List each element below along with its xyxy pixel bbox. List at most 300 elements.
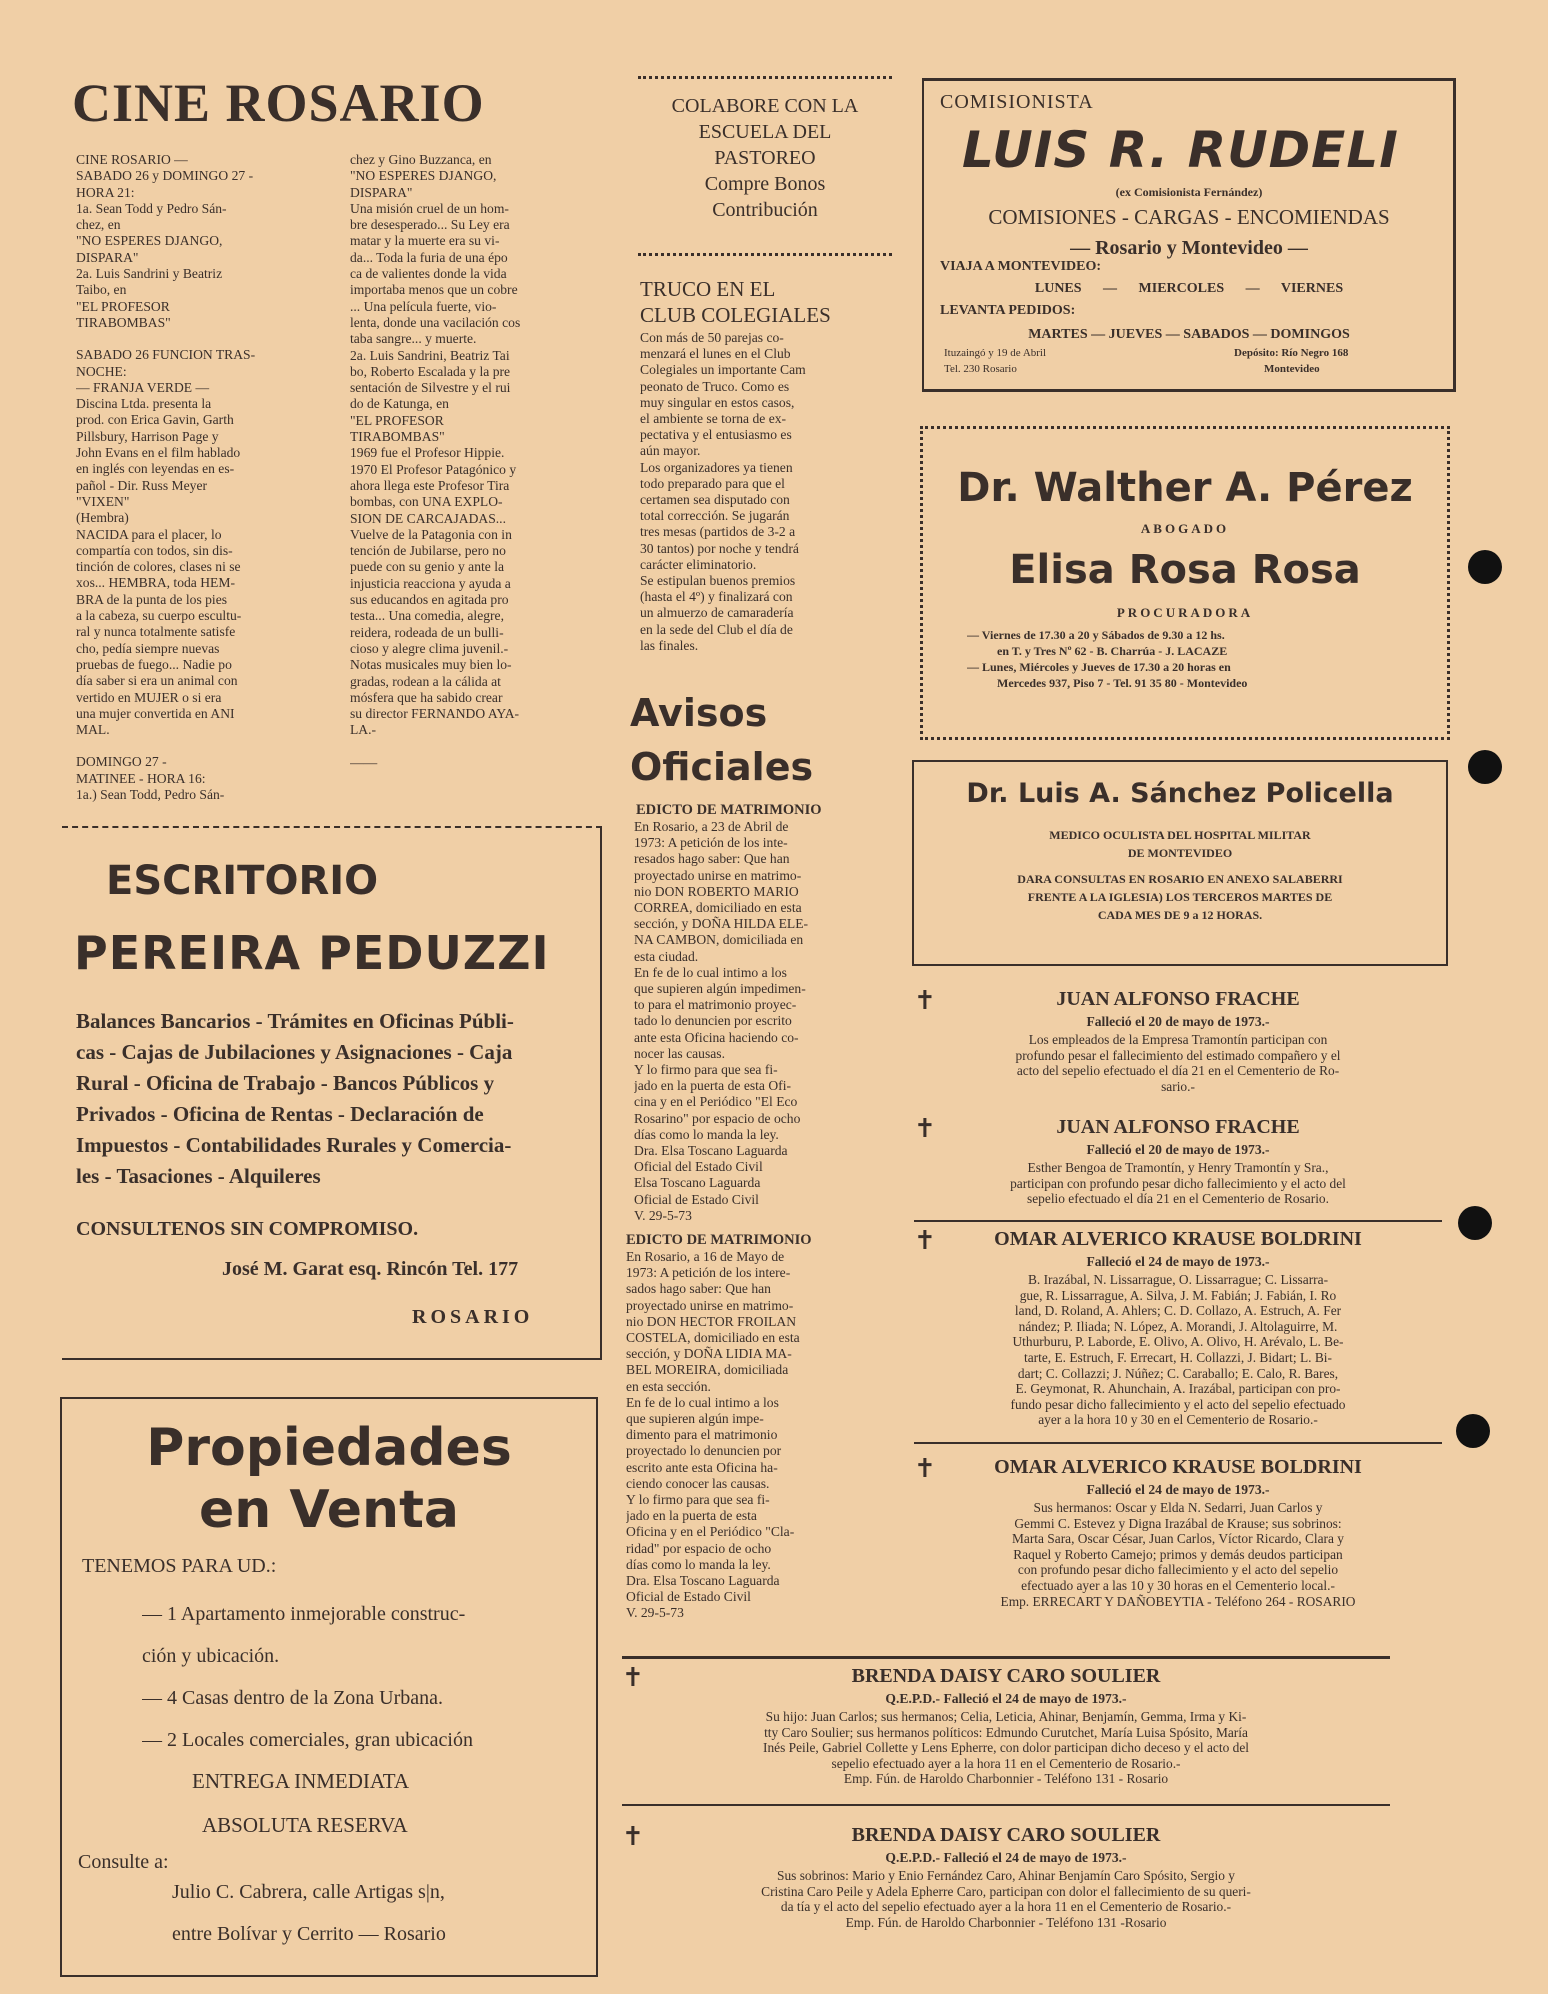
edicto-line: sados hago saber: Que han — [626, 1281, 771, 1297]
edicto-line: ante esta Oficina haciendo co- — [634, 1029, 799, 1045]
obituary-line: sepelio efectuado el día 21 en el Cementerio de Rosario. — [1027, 1191, 1329, 1207]
cine-line: mósfera que ha sabido crear — [350, 689, 503, 705]
truco-line: peonato de Truco. Como es — [640, 378, 790, 394]
cine-line: matar y la muerte era su vi- — [350, 233, 500, 249]
obituary-6 — [622, 1818, 1390, 1958]
colabore-box — [638, 76, 892, 256]
edicto-line: V. 29-5-73 — [626, 1605, 684, 1621]
cine-line — [350, 739, 612, 755]
edicto-line: jado en la puerta de esta — [626, 1508, 757, 1524]
edicto-line: Dra. Elsa Toscano Laguarda — [634, 1143, 788, 1159]
edicto-line: nio DON ROBERTO MARIO — [634, 883, 799, 899]
sanchez-line-3: DARA CONSULTAS EN ROSARIO EN ANEXO SALABERRI — [1017, 872, 1343, 886]
cine-line: "VIXEN" — [76, 493, 130, 509]
propiedades-items — [142, 1593, 592, 1761]
perez-name: Dr. Walther A. Pérez — [957, 465, 1413, 511]
obituary-4 — [914, 1450, 1442, 1630]
edicto-line: Oficial del Estado Civil — [634, 1159, 763, 1175]
cine-line: ... Una película fuerte, vio- — [350, 298, 497, 314]
cine-line: a la cabeza, su cuerpo escultu- — [76, 608, 242, 624]
cine-col1 — [76, 152, 326, 802]
cine-line: da... Toda la furia de una épo — [350, 249, 508, 265]
cine-line: importaba menos que un cobre — [350, 282, 518, 298]
obituary-line: sepelio efectuado ayer a la hora 11 en el Cementerio de Rosario.- — [831, 1755, 1181, 1771]
colabore-line: Compre Bonos — [704, 173, 826, 195]
propiedades-title-line2: en Venta — [198, 1480, 460, 1540]
truco-line: el ambiente se torna de ex- — [640, 411, 787, 427]
edicto-line: Y lo firmo para que sea fi- — [634, 1062, 778, 1078]
obituary-line: Su hijo: Juan Carlos; sus hermanos; Celia, Leticia, Ahinar, Benjamín, Gemma, Irma y Ki- — [765, 1709, 1247, 1724]
truco-line: un almuerzo de camaradería — [640, 605, 794, 621]
colabore-line: COLABORE CON LA — [671, 95, 859, 117]
obituary-name: OMAR ALVERICO KRAUSE BOLDRINI — [994, 1228, 1362, 1250]
rudeli-name: LUIS R. RUDELI — [962, 121, 1399, 179]
edicto-line: días como lo manda la ley. — [634, 1126, 779, 1142]
cine-line: una mujer convertida en ANI — [76, 705, 235, 721]
edicto-line: Elsa Toscano Laguarda — [634, 1175, 761, 1191]
propiedades-consulte: Consulte a: — [78, 1851, 169, 1873]
colabore-text — [638, 93, 892, 223]
cine-line: MAL. — [76, 722, 110, 738]
cross-icon: ✝ — [622, 1663, 644, 1692]
edicto-line: proyectado unirse en matrimo- — [634, 867, 802, 883]
edicto-line: BEL MOREIRA, domiciliada — [626, 1362, 789, 1378]
edicto-line: Dra. Elsa Toscano Laguarda — [626, 1573, 780, 1589]
cine-line: prod. con Erica Gavin, Garth — [76, 412, 234, 428]
obituary-line: tty Caro Soulier; sus hermanos políticos: Edmundo Curutchet, María Luisa Spósito, María — [764, 1724, 1248, 1740]
obituary-line: Sus sobrinos: Mario y Enio Fernández Caro, Ahinar Benjamín Caro Spósito, Sergio y — [777, 1868, 1235, 1883]
perez-role: ABOGADO — [1140, 521, 1230, 536]
rudeli-addr-right-2: Montevideo — [1264, 363, 1320, 375]
edicto-line: En Rosario, a 23 de Abril de — [634, 819, 789, 834]
propiedades-contact1: Julio C. Cabrera, calle Artigas s|n, — [172, 1881, 445, 1903]
rudeli-levanta: LEVANTA PEDIDOS: — [940, 303, 1076, 318]
escritorio-ad — [62, 826, 602, 1360]
cine-line: su director FERNANDO AYA- — [350, 706, 520, 722]
edicto-line: Oficina y en el Periódico "Cla- — [626, 1524, 795, 1540]
escritorio-service-line: Impuestos - Contabilidades Rurales y Comercia- — [76, 1133, 512, 1157]
cine-line: día saber si era un animal con — [76, 673, 238, 689]
obituary-date: Falleció el 24 de mayo de 1973.- — [1086, 1254, 1270, 1269]
cine-line: NACIDA para el placer, lo — [76, 526, 222, 542]
edicto-line: sección, y DOÑA LIDIA MA- — [626, 1346, 792, 1362]
obituary-date: Falleció el 20 de mayo de 1973.- — [1086, 1142, 1270, 1157]
obituary-line: Esther Bengoa de Tramontín, y Henry Tramontín y Sra., — [1027, 1160, 1329, 1175]
obituary-body — [914, 1032, 1442, 1094]
propiedades-item: ción y ubicación. — [142, 1645, 280, 1667]
obituary-date: Q.E.P.D.- Falleció el 24 de mayo de 1973.- — [885, 1850, 1127, 1865]
edicto-line: Rosarino" por espacio de ocho — [634, 1110, 801, 1126]
cine-line: tención de Jubilarse, pero no — [350, 543, 506, 559]
obituary-line: B. Irazábal, N. Lissarrague, O. Lissarrague; C. Lissarra- — [1027, 1272, 1329, 1287]
cine-line: cioso y alegre clima juvenil.- — [350, 640, 509, 656]
cine-line: ahora llega este Profesor Tira — [350, 477, 510, 493]
cine-line: — FRANJA VERDE — — [76, 379, 210, 395]
truco-body — [640, 330, 900, 654]
edicto-line: resados hago saber: Que han — [634, 851, 790, 867]
edicto-line: CORREA, domiciliado en esta — [634, 900, 802, 916]
escritorio-consult: CONSULTENOS SIN COMPROMISO. — [76, 1218, 419, 1240]
cine-line: BRA de la punta de los pies — [76, 591, 228, 607]
cine-line: 1970 El Profesor Patagónico y — [350, 461, 517, 477]
edicto-line: proyectado lo denuncien por — [626, 1443, 782, 1459]
escritorio-service-line: Rural - Oficina de Trabajo - Bancos Públicos y — [76, 1071, 495, 1095]
cine-title-text: CINE ROSARIO — [72, 73, 485, 133]
obituary-line: Marta Sara, Oscar César, Juan Carlos, Víctor Ricardo, Clara y — [1011, 1531, 1345, 1547]
cine-line: LA.- — [350, 722, 377, 738]
colabore-line: PASTOREO — [714, 147, 816, 169]
cine-line: "NO ESPERES DJANGO, — [76, 233, 223, 249]
obituary-name: BRENDA DAISY CARO SOULIER — [851, 1665, 1161, 1687]
obituary-name: BRENDA DAISY CARO SOULIER — [851, 1824, 1161, 1846]
truco-line: (hasta el 4º) y finalizará con — [640, 589, 793, 605]
edicto-2-body — [626, 1249, 888, 1622]
obituary-body — [914, 1500, 1442, 1609]
edicto-line: que supieren algún impedimen- — [634, 981, 806, 997]
obituary-line: gue, R. Lissarrague, A. Silva, J. M. Fabián; J. Fabián, I. Ro — [1019, 1287, 1337, 1303]
cine-line: injusticia reacciona y ayuda a — [350, 575, 511, 591]
propiedades-item: — 1 Apartamento inmejorable construc- — [142, 1603, 466, 1625]
escritorio-service-line: Balances Bancarios - Trámites en Oficinas Públi- — [76, 1009, 514, 1033]
cine-line: DISPARA" — [350, 184, 413, 200]
edicto-line: cina y en el Periódico "El Eco — [634, 1094, 798, 1110]
edicto-line: sección, y DOÑA HILDA ELE- — [634, 916, 809, 932]
edicto-line: escrito ante esta Oficina ha- — [626, 1459, 778, 1475]
rudeli-addr-right-1: Depósito: Río Negro 168 — [1234, 347, 1349, 359]
obituary-date: Falleció el 24 de mayo de 1973.- — [1086, 1482, 1270, 1497]
obituary-line: Uthurburu, P. Laborde, E. Olivo, A. Olivo, H. Arévalo, L. Be- — [1012, 1334, 1344, 1350]
perez-hours-1: — Viernes de 17.30 a 20 y Sábados de 9.30 a 12 hs. — [967, 628, 1225, 642]
truco-article — [640, 276, 900, 656]
cine-line: vertido en MUJER o si era — [76, 689, 222, 705]
truco-line: Los organizadores ya tienen — [640, 459, 793, 475]
edicto-line: NA CAMBON, domiciliada en — [634, 932, 804, 948]
cine-line: en inglés con leyendas en es- — [76, 461, 235, 477]
truco-title — [640, 276, 900, 328]
truco-line: aún mayor. — [640, 443, 701, 459]
cine-line: do de Katunga, en — [350, 396, 449, 412]
edicto-line: que supieren algún impe- — [626, 1411, 764, 1427]
edicto-1-title: EDICTO DE MATRIMONIO — [636, 802, 822, 818]
obituary-body — [622, 1709, 1390, 1787]
cine-line — [76, 331, 326, 347]
sanchez-line-4: FRENTE A LA IGLESIA) LOS TERCEROS MARTES DE — [1027, 890, 1333, 904]
obituary-line: acto del sepelio efectuado el día 21 en el Cementerio de Ro- — [1016, 1063, 1340, 1079]
edicto-line: En fe de lo cual intimo a los — [626, 1394, 779, 1410]
obituary-body — [622, 1868, 1390, 1930]
obituary-line: Gemmi C. Estevez y Digna Irazábal de Krause; sus sobrinos: — [1014, 1515, 1342, 1531]
obituary-2 — [914, 1110, 1442, 1222]
edicto-2 — [626, 1232, 888, 1636]
cine-line: TIRABOMBAS" — [350, 429, 445, 445]
obituary-body — [914, 1272, 1442, 1428]
edicto-line: to para el matrimonio proyec- — [634, 997, 797, 1013]
truco-line: muy singular en estos casos, — [640, 394, 795, 410]
obituary-1 — [914, 982, 1442, 1104]
truco-line: Colegiales un importante Cam — [640, 362, 806, 378]
cine-line: sus educandos en agitada pro — [350, 592, 509, 608]
edicto-line: días como lo manda la ley. — [626, 1556, 771, 1572]
obituary-line: Emp. ERRECART Y DAÑOBEYTIA - Teléfono 264 - ROSARIO — [1000, 1593, 1356, 1609]
perez-ad — [920, 426, 1450, 740]
edicto-line: tado lo denuncien por escrito — [634, 1013, 792, 1029]
edicto-line: jado en la puerta de esta Ofi- — [634, 1078, 792, 1094]
edicto-line: Oficial de Estado Civil — [634, 1191, 759, 1207]
propiedades-title-line1: Propiedades — [146, 1418, 512, 1478]
cine-line: DISPARA" — [76, 249, 139, 265]
truco-line: todo preparado para que el — [640, 475, 785, 491]
obituary-line: Sus hermanos: Oscar y Elda N. Sedarri, Juan Carlos y — [1033, 1500, 1323, 1515]
cine-line: bre desesperado... Su Ley era — [350, 217, 510, 233]
rudeli-addr-left-1: Ituzaingó y 19 de Abril — [944, 347, 1047, 359]
cine-line: DOMINGO 27 - — [76, 754, 167, 770]
edicto-line: esta ciudad. — [634, 948, 699, 964]
perez-name2: Elisa Rosa Rosa — [1009, 547, 1361, 593]
truco-line: pectativa y el entusiasmo es — [640, 427, 792, 443]
obituary-date: Q.E.P.D.- Falleció el 24 de mayo de 1973.- — [885, 1691, 1127, 1706]
escritorio-services — [76, 1006, 596, 1192]
cross-icon: ✝ — [914, 1114, 936, 1143]
perez-hours-4: Mercedes 937, Piso 7 - Tel. 91 35 80 - Montevideo — [997, 676, 1248, 690]
edicto-line: En fe de lo cual intimo a los — [634, 964, 787, 980]
cine-line: —— — [350, 754, 378, 770]
edicto-line: Oficial de Estado Civil — [626, 1589, 751, 1605]
obituary-line: ayer a la hora 10 y 30 en el Cementerio de Rosario.- — [1038, 1412, 1318, 1428]
cine-line: pañol - Dir. Russ Meyer — [76, 477, 208, 493]
binder-hole — [1458, 1206, 1492, 1240]
obituary-line: efectuado ayer a las 10 y 30 horas en el Cementerio local.- — [1021, 1577, 1335, 1593]
cine-line: taba sangre... y muerte. — [350, 331, 477, 347]
cine-line: NOCHE: — [76, 363, 127, 379]
rudeli-addr-left — [944, 345, 1046, 377]
sanchez-line-5: CADA MES DE 9 a 12 HORAS. — [1097, 908, 1263, 922]
cine-line: 2a. Luis Sandrini, Beatriz Tai — [350, 347, 510, 363]
escritorio-service-line: Privados - Oficina de Rentas - Declaración de — [76, 1102, 484, 1126]
obituary-line: E. Geymonat, R. Ahunchain, A. Irazábal, participan con pro- — [1015, 1381, 1341, 1397]
obituary-3 — [914, 1222, 1442, 1444]
truco-line: las finales. — [640, 637, 699, 653]
escritorio-service-line: cas - Cajas de Jubilaciones y Asignaciones - Caja — [76, 1040, 513, 1064]
truco-line: Se estipulan buenos premios — [640, 573, 796, 589]
edicto-2-title: EDICTO DE MATRIMONIO — [626, 1232, 812, 1248]
rudeli-ex: (ex Comisionista Fernández) — [1115, 185, 1263, 199]
obituary-5 — [622, 1656, 1390, 1806]
cine-line: 2a. Luis Sandrini y Beatriz — [76, 266, 223, 282]
cine-line: Vuelve de la Patagonia con in — [350, 526, 512, 542]
obituary-line: Emp. Fún. de Haroldo Charbonnier - Teléfono 131 - Rosario — [843, 1771, 1169, 1787]
cine-line: John Evans en el film hablado — [76, 445, 241, 461]
obituary-line: nández; P. Iliada; N. López, A. Morandi, J. Altolaguirre, M. — [1018, 1318, 1338, 1334]
cine-line: Taibo, en — [76, 282, 127, 298]
obituary-line: participan con profundo pesar dicho fallecimiento y el acto del — [1010, 1175, 1346, 1191]
obituary-line: sario.- — [1161, 1078, 1195, 1094]
cine-line: puede con su genio y ante la — [350, 559, 505, 575]
obituary-line: land, D. Roland, A. Ahlers; C. D. Collazo, A. Estruch, A. Fer — [1014, 1303, 1342, 1319]
edicto-line: COSTELA, domiciliado en esta — [626, 1330, 800, 1346]
cine-line: (Hembra) — [76, 510, 129, 526]
cine-line: compartía con todos, sin dis- — [76, 542, 233, 558]
perez-hours-2: en T. y Tres Nº 62 - B. Charrúa - J. LACAZE — [997, 644, 1228, 658]
obituary-name: JUAN ALFONSO FRACHE — [1056, 988, 1300, 1010]
obituary-line: Los empleados de la Empresa Tramontín participan con — [1028, 1032, 1328, 1047]
cine-line: SABADO 26 y DOMINGO 27 - — [76, 168, 254, 184]
rudeli-services: COMISIONES - CARGAS - ENCOMIENDAS — [988, 205, 1390, 229]
escritorio-label: ESCRITORIO — [106, 858, 379, 904]
colabore-line: Contribución — [712, 199, 818, 221]
cine-line: pruebas de fuego... Nadie po — [76, 656, 232, 672]
sanchez-line-2: DE MONTEVIDEO — [1127, 846, 1233, 860]
sanchez-line-1: MEDICO OCULISTA DEL HOSPITAL MILITAR — [1049, 828, 1311, 842]
colabore-line: ESCUELA DEL — [698, 121, 832, 143]
cine-line: Discina Ltda. presenta la — [76, 396, 212, 412]
obituary-line: Inés Peile, Gabriel Collette y Lens Epherre, con dolor participan dicho deceso y el acto del — [763, 1740, 1249, 1756]
obituary-line: Raquel y Roberto Camejo; primos y demás deudos participan — [1013, 1546, 1343, 1562]
cross-icon: ✝ — [622, 1822, 644, 1851]
cine-line: Una misión cruel de un hom- — [350, 200, 509, 216]
sanchez-info — [914, 826, 1446, 924]
cine-line: Notas musicales muy bien lo- — [350, 657, 512, 673]
rudeli-viaja: VIAJA A MONTEVIDEO: — [940, 259, 1102, 274]
cine-title — [72, 72, 612, 134]
truco-line: menzará el lunes en el Club — [640, 346, 791, 362]
cine-line: sentación de Silvestre y el rui — [350, 380, 511, 396]
propiedades-contact2: entre Bolívar y Cerrito — Rosario — [172, 1923, 446, 1945]
obituary-line: Emp. Fún. de Haroldo Charbonnier - Teléfono 131 -Rosario — [845, 1914, 1167, 1930]
truco-line: total corrección. Se jugarán — [640, 508, 790, 524]
cine-line: cho, pedía siempre nuevas — [76, 640, 220, 656]
avisos-title-line1: Avisos — [630, 691, 768, 735]
cross-icon: ✝ — [914, 986, 936, 1015]
edicto-line: ciendo conocer las causas. — [626, 1475, 770, 1491]
escritorio-service-line: les - Tasaciones - Alquileres — [76, 1164, 321, 1188]
cine-line: bombas, con UNA EXPLO- — [350, 494, 503, 510]
obituary-line: profundo pesar el fallecimiento del estimado compañero y el — [1015, 1047, 1341, 1063]
cine-line: MATINEE - HORA 16: — [76, 770, 206, 786]
truco-line: tres mesas (partidos de 3-2 a — [640, 524, 796, 540]
truco-title-line1: TRUCO EN EL — [640, 277, 776, 301]
cine-line: SABADO 26 FUNCION TRAS- — [76, 347, 256, 363]
cine-line: CINE ROSARIO — — [76, 152, 188, 167]
truco-title-line2: CLUB COLEGIALES — [640, 303, 831, 327]
cine-line: ral y nunca totalmente satisfe — [76, 624, 236, 640]
truco-line: Con más de 50 parejas co- — [640, 330, 784, 345]
propiedades-subtitle: TENEMOS PARA UD.: — [82, 1555, 277, 1577]
edicto-line: proyectado unirse en matrimo- — [626, 1297, 794, 1313]
sanchez-name: Dr. Luis A. Sánchez Policella — [966, 778, 1394, 809]
cine-line: TIRABOMBAS" — [76, 314, 171, 330]
cine-line: SION DE CARCAJADAS... — [350, 510, 506, 526]
binder-hole — [1456, 1414, 1490, 1448]
perez-hours — [967, 627, 1437, 691]
edicto-line: nocer las causas. — [634, 1045, 725, 1061]
rudeli-ad — [922, 78, 1456, 392]
avisos-title-line2: Oficiales — [630, 745, 814, 789]
cine-line: Pillsbury, Harrison Page y — [76, 428, 219, 444]
avisos-title — [630, 686, 890, 794]
cine-line: tinción de colores, clases ni se — [76, 559, 241, 575]
obituary-name: JUAN ALFONSO FRACHE — [1056, 1116, 1300, 1138]
rudeli-viaja-days: LUNES — MIERCOLES — VIERNES — [1034, 281, 1344, 296]
truco-line: 30 tantos) por noche y tendrá — [640, 540, 799, 556]
propiedades-ad — [60, 1397, 598, 1977]
binder-hole — [1468, 550, 1502, 584]
sanchez-ad — [912, 760, 1448, 966]
perez-role2: PROCURADORA — [1116, 605, 1254, 620]
perez-hours-3: — Lunes, Miércoles y Jueves de 17.30 a 20 horas en — [967, 660, 1231, 674]
cine-line: xos... HEMBRA, toda HEM- — [76, 575, 235, 591]
obituary-line: Cristina Caro Peile y Adela Epherre Caro, participan con dolor el fallecimiento de su queri- — [761, 1883, 1251, 1899]
cine-line: reidera, rodeada de un bulli- — [350, 624, 504, 640]
cine-col2 — [350, 152, 612, 792]
obituary-line: dart; C. Collazzi; J. Núñez; C. Caraballo; E. Calo, R. Bares, — [1017, 1365, 1339, 1381]
cine-line: "EL PROFESOR — [350, 412, 444, 428]
edicto-line: 1973: A petición de los intere- — [626, 1265, 791, 1281]
binder-hole — [1468, 750, 1502, 784]
cine-line: "EL PROFESOR — [76, 298, 170, 314]
propiedades-title — [62, 1417, 596, 1541]
escritorio-city: ROSARIO — [412, 1306, 534, 1328]
obituary-line: tarte, E. Estruch, F. Errecart, H. Collazzi, J. Bidart; L. Bi- — [1024, 1349, 1332, 1365]
edicto-line: En Rosario, a 16 de Mayo de — [626, 1249, 785, 1264]
propiedades-entrega: ENTREGA INMEDIATA — [192, 1769, 410, 1793]
edicto-line: ridad" por espacio de ocho — [626, 1540, 772, 1556]
cine-line: bo, Roberto Escalada y la pre — [350, 363, 511, 379]
cine-line: lenta, donde una vacilación cos — [350, 314, 521, 330]
cine-line: 1a.) Sean Todd, Pedro Sán- — [76, 786, 225, 802]
edicto-1 — [634, 802, 886, 1232]
edicto-1-body — [634, 819, 886, 1224]
cine-line: chez y Gino Buzzanca, en — [350, 152, 492, 167]
truco-line: carácter eliminatorio. — [640, 556, 757, 572]
rudeli-route: — Rosario y Montevideo — — [1070, 237, 1308, 259]
cine-line: chez, en — [76, 217, 121, 233]
obituary-line: con profundo pesar dicho fallecimiento y el acto del sepelio — [1017, 1562, 1339, 1578]
cine-line: "NO ESPERES DJANGO, — [350, 168, 497, 184]
edicto-line: 1973: A petición de los inte- — [634, 835, 788, 851]
escritorio-address: José M. Garat esq. Rincón Tel. 177 — [222, 1258, 519, 1280]
edicto-line: nio DON HECTOR FROILAN — [626, 1313, 797, 1329]
obituary-body — [914, 1160, 1442, 1207]
edicto-line: Y lo firmo para que sea fi- — [626, 1492, 770, 1508]
cine-line: 1a. Sean Todd y Pedro Sán- — [76, 200, 227, 216]
rudeli-addr-left-2: Tel. 230 Rosario — [944, 363, 1017, 375]
escritorio-name: PEREIRA PEDUZZI — [74, 926, 550, 980]
rudeli-levanta-days: MARTES — JUEVES — SABADOS — DOMINGOS — [1028, 327, 1350, 342]
truco-line: en la sede del Club el día de — [640, 621, 793, 637]
obituary-date: Falleció el 20 de mayo de 1973.- — [1086, 1014, 1270, 1029]
cine-line: testa... Una comedia, alegre, — [350, 608, 504, 624]
cine-line: HORA 21: — [76, 184, 135, 200]
cross-icon: ✝ — [914, 1226, 936, 1255]
cross-icon: ✝ — [914, 1454, 936, 1483]
edicto-line: dimento para el matrimonio — [626, 1427, 778, 1443]
propiedades-item: — 2 Locales comerciales, gran ubicación — [142, 1729, 473, 1751]
propiedades-item: — 4 Casas dentro de la Zona Urbana. — [142, 1687, 444, 1709]
cine-line — [76, 738, 326, 754]
rudeli-label: COMISIONISTA — [940, 91, 1094, 113]
edicto-line: en esta sección. — [626, 1378, 711, 1394]
rudeli-addr-right — [1234, 345, 1348, 377]
propiedades-reserva: ABSOLUTA RESERVA — [202, 1813, 408, 1837]
cine-line: ca de valientes donde la vida — [350, 266, 507, 282]
obituary-line: da tía y el acto del sepelio efectuado ayer a la hora 11 en el Cementerio de Rosario.- — [780, 1899, 1232, 1915]
truco-line: certamen sea disputado con — [640, 492, 790, 508]
cine-line: gradas, rodean a la cálida at — [350, 673, 501, 689]
obituary-name: OMAR ALVERICO KRAUSE BOLDRINI — [994, 1456, 1362, 1478]
edicto-line: V. 29-5-73 — [634, 1207, 692, 1223]
cine-line: 1969 fue el Profesor Hippie. — [350, 445, 505, 461]
obituary-line: fundo pesar dicho fallecimiento y el acto del sepelio efectuado — [1010, 1396, 1346, 1412]
